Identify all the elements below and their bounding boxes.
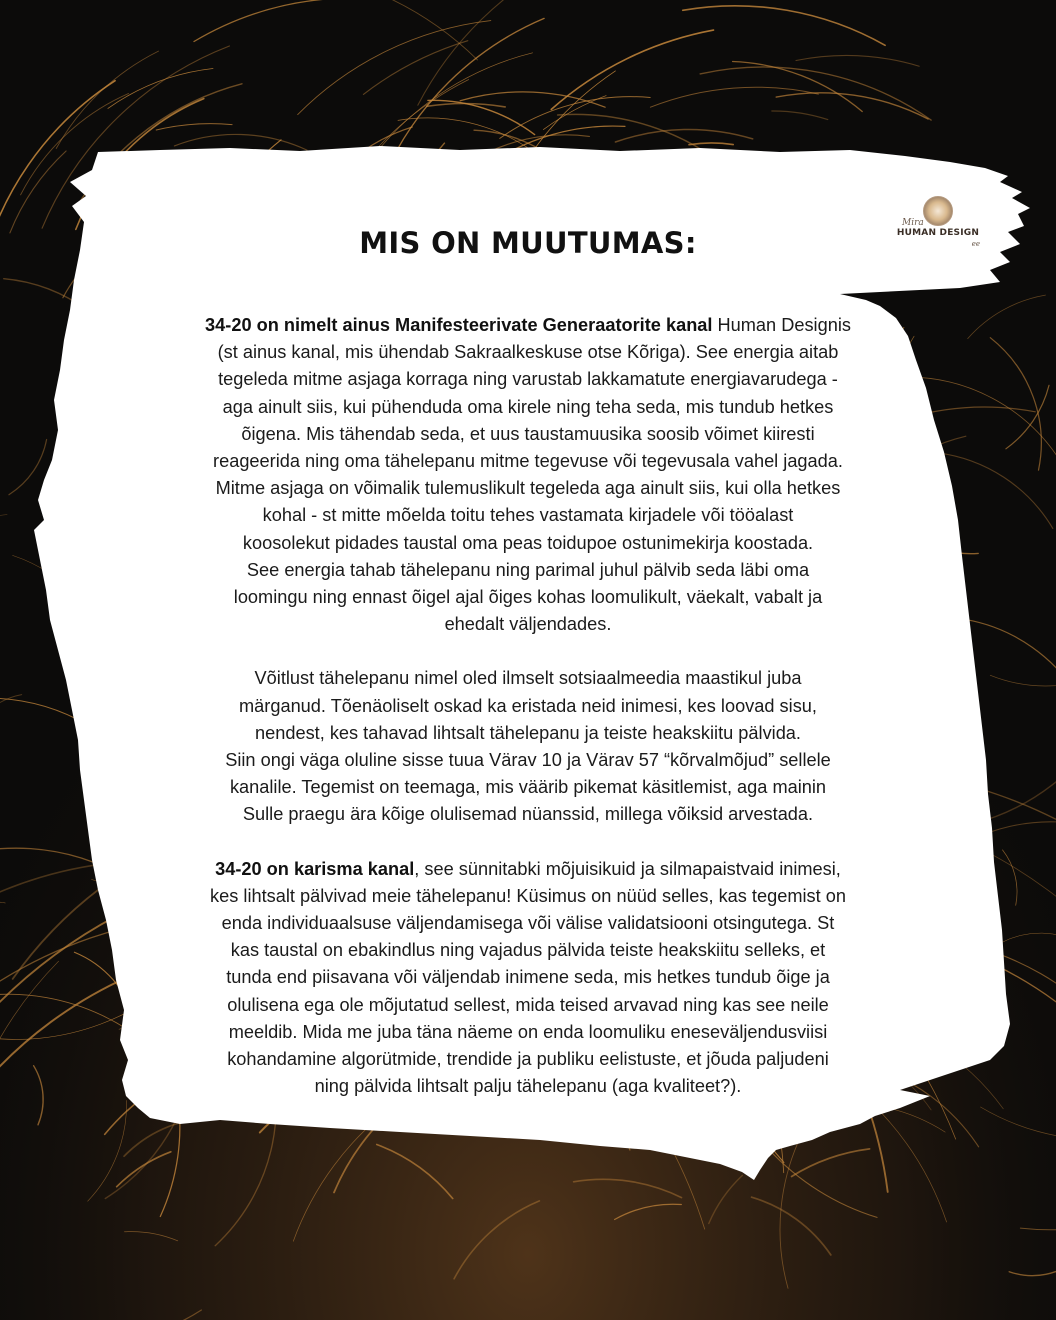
- text-line: märganud. Tõenäoliselt oskad ka eristada neid inimesi, kes loovad sisu,: [239, 695, 817, 716]
- paragraph-2: [182, 665, 874, 828]
- text-line: kanalile. Tegemist on teemaga, mis väärib pikemat käsitlemist, aga mainin: [229, 777, 827, 798]
- text-line: nendest, kes tahavad lihtsalt tähelepanu ja teiste heakskiitu pälvida.: [255, 722, 801, 743]
- text-line: õigena. Mis tähendab seda, et uus taustamuusika soosib võimet kiiresti: [241, 423, 815, 444]
- logo-script: Mira: [902, 218, 924, 228]
- paragraph-3-lead: 34-20 on karisma kanal: [215, 858, 415, 879]
- text-line: tegeleda mitme asjaga korraga ning varustab lakkamatute energiavarudega -: [218, 369, 838, 390]
- text-line: ehedalt väljendades.: [444, 614, 612, 635]
- text-line: Human Designis: [712, 315, 851, 335]
- text-line: Mitme asjaga on võimalik tulemuslikult tegeleda aga ainult siis, kui olla hetkes: [215, 478, 841, 499]
- text-line: kes lihtsalt pälvivad meie tähelepanu! Küsimus on nüüd selles, kas tegemist on: [210, 885, 846, 906]
- text-line: tunda end piisavana või väljendab inimene seda, mis hetkes tundub õige ja: [226, 967, 830, 988]
- text-line: koosolekut pidades taustal oma peas toidupoe ostunimekirja koostada.: [242, 532, 814, 553]
- text-line: enda individuaalsuse väljendamisega või välise validatsiooni otsingutega. St: [221, 913, 835, 934]
- text-line: kas taustal on ebakindlus ning vajadus pälvida teiste heakskiitu selleks, et: [230, 940, 826, 961]
- text-line: Siin ongi väga oluline sisse tuua Värav 10 ja Värav 57 “kõrvalmõjud” sellele: [225, 750, 831, 771]
- text-line: reageerida ning oma tähelepanu mitme tegevuse või tegevusala vahel jagada.: [213, 451, 843, 472]
- text-line: Võitlust tähelepanu nimel oled ilmselt sotsiaalmeedia maastikul juba: [254, 668, 802, 689]
- text-line: kohal - st mitte mõelda toitu tehes vastamata kirjadele või tööalast: [262, 505, 794, 526]
- text-line: ning pälvida lihtsalt palju tähelepanu (aga kvaliteet?).: [314, 1076, 742, 1097]
- text-line: kohandamine algorütmide, trendide ja publiku eelistuste, et jõuda paljudeni: [227, 1049, 829, 1070]
- logo-brand: HUMAN DESIGN: [896, 228, 980, 238]
- paragraph-3: [182, 856, 874, 1101]
- text-line: (st ainus kanal, mis ühendab Sakraalkeskuse otse Kõriga). See energia aitab: [217, 342, 839, 363]
- paragraph-1: [182, 312, 874, 638]
- text-line: See energia tahab tähelepanu ning parimal juhul pälvib seda läbi oma: [246, 559, 810, 580]
- text-line: , see sünnitabki mõjuisikuid ja silmapaistvaid inimesi,: [414, 858, 841, 879]
- text-line: loomingu ning ennast õigel ajal õiges kohas loomulikult, väekalt, vabalt ja: [233, 587, 823, 608]
- text-line: olulisena ega ole mõjutatud sellest, mida teised arvavad ning kas see neile: [227, 994, 829, 1015]
- text-line: Sulle praegu ära kõige olulisemad nüanssid, millega võiksid arvestada.: [242, 804, 814, 825]
- article-body: [182, 312, 874, 1127]
- text-line: aga ainult siis, kui pühenduda oma kirele ning teha seda, mis tundub hetkes: [222, 396, 834, 417]
- logo-tld: ee: [971, 240, 980, 248]
- mandala-icon: [923, 196, 953, 226]
- page-title: MIS ON MUUTUMAS:: [359, 226, 697, 260]
- paragraph-1-lead: 34-20 on nimelt ainus Manifesteerivate Generaatorite kanal: [205, 315, 713, 335]
- text-line: meeldib. Mida me juba täna näeme on enda loomuliku eneseväljendusviisi: [228, 1021, 828, 1042]
